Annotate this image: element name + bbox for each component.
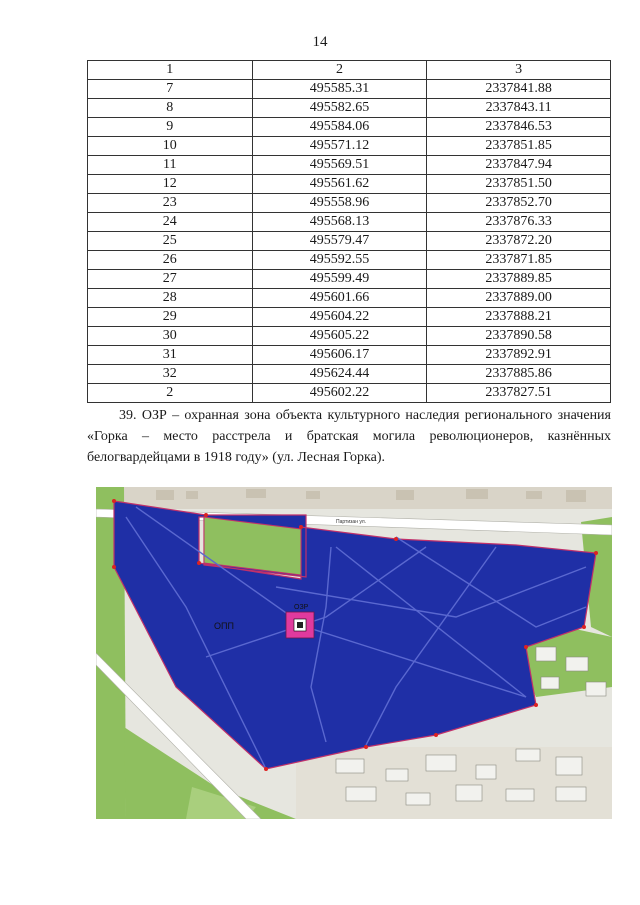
table-cell: 495569.51 <box>252 156 427 175</box>
table-cell: 2337888.21 <box>427 308 611 327</box>
table-cell: 2337889.85 <box>427 270 611 289</box>
table-cell: 2337872.20 <box>427 232 611 251</box>
table-row <box>88 232 611 251</box>
table-cell: 2337889.00 <box>427 289 611 308</box>
page-number: 14 <box>312 34 328 50</box>
table-cell: 12 <box>88 175 253 194</box>
table-row <box>88 270 611 289</box>
table-cell: 2337851.85 <box>427 137 611 156</box>
table-cell: 29 <box>88 308 253 327</box>
table-cell: 24 <box>88 213 253 232</box>
column-header: 3 <box>427 61 611 80</box>
table-row <box>88 308 611 327</box>
table-cell: 26 <box>88 251 253 270</box>
table-cell: 495624.44 <box>252 365 427 384</box>
table-row <box>88 80 611 99</box>
table-cell: 2337847.94 <box>427 156 611 175</box>
table-cell: 2337827.51 <box>427 384 611 403</box>
table-cell: 27 <box>88 270 253 289</box>
table-row <box>88 175 611 194</box>
table-cell: 23 <box>88 194 253 213</box>
table-row <box>88 289 611 308</box>
table-cell: 7 <box>88 80 253 99</box>
table-cell: 2 <box>88 384 253 403</box>
table-cell: 495602.22 <box>252 384 427 403</box>
table-cell: 495605.22 <box>252 327 427 346</box>
table-row <box>88 365 611 384</box>
table-cell: 495592.55 <box>252 251 427 270</box>
table-cell: 495604.22 <box>252 308 427 327</box>
table-cell: 495584.06 <box>252 118 427 137</box>
table-cell: 32 <box>88 365 253 384</box>
table-cell: 11 <box>88 156 253 175</box>
table-row <box>88 251 611 270</box>
table-row <box>88 327 611 346</box>
zone-description: 39. ОЗР – охранная зона объекта культурного наследия регионального значения «Горка – место расстрела и братская могила революционеров, казнённых белогвардейцами в 1918 году» (ул. Лесная Горка). <box>87 408 611 465</box>
table-cell: 495579.47 <box>252 232 427 251</box>
table-row <box>88 194 611 213</box>
table-cell: 2337852.70 <box>427 194 611 213</box>
table-row <box>88 346 611 365</box>
table-row <box>88 384 611 403</box>
table-cell: 495585.31 <box>252 80 427 99</box>
table-cell: 495582.65 <box>252 99 427 118</box>
table-body <box>88 80 611 403</box>
table-cell: 495561.62 <box>252 175 427 194</box>
table-cell: 2337892.91 <box>427 346 611 365</box>
table-header-row <box>88 61 611 80</box>
table-cell: 10 <box>88 137 253 156</box>
object-label: ОЗР <box>294 604 309 611</box>
table-cell: 2337851.50 <box>427 175 611 194</box>
table-row <box>88 118 611 137</box>
monument-icon-core <box>297 622 303 628</box>
table-cell: 495568.13 <box>252 213 427 232</box>
table-cell: 2337841.88 <box>427 80 611 99</box>
table-row <box>88 137 611 156</box>
table-cell: 2337871.85 <box>427 251 611 270</box>
table-cell: 495606.17 <box>252 346 427 365</box>
table-cell: 2337846.53 <box>427 118 611 137</box>
table-cell: 25 <box>88 232 253 251</box>
zone-map <box>96 487 612 819</box>
street-label: Партизан ул. <box>336 519 367 525</box>
table-cell: 9 <box>88 118 253 137</box>
table-row <box>88 213 611 232</box>
table-cell: 2337890.58 <box>427 327 611 346</box>
column-header: 1 <box>88 61 253 80</box>
column-header: 2 <box>252 61 427 80</box>
table-cell: 2337876.33 <box>427 213 611 232</box>
zone-label: ОПП <box>214 621 234 631</box>
table-cell: 495571.12 <box>252 137 427 156</box>
table-cell: 8 <box>88 99 253 118</box>
table-row <box>88 99 611 118</box>
table-row <box>88 156 611 175</box>
table-cell: 28 <box>88 289 253 308</box>
table-cell: 495601.66 <box>252 289 427 308</box>
table-cell: 495558.96 <box>252 194 427 213</box>
table-cell: 2337843.11 <box>427 99 611 118</box>
table-cell: 2337885.86 <box>427 365 611 384</box>
coordinates-table <box>87 60 611 403</box>
table-cell: 30 <box>88 327 253 346</box>
table-cell: 31 <box>88 346 253 365</box>
table-cell: 495599.49 <box>252 270 427 289</box>
